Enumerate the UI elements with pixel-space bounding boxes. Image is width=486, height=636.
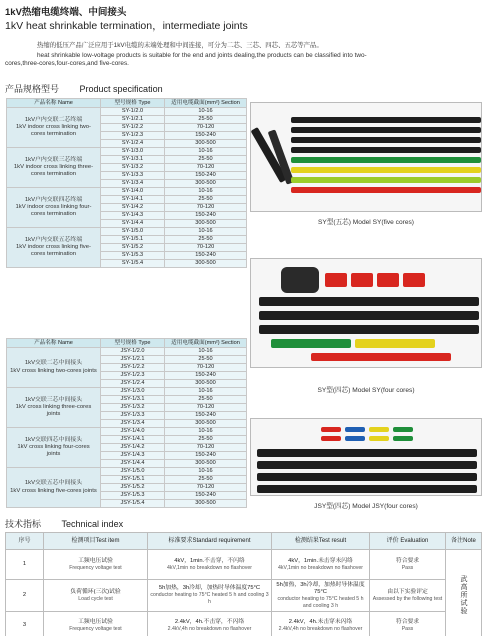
section-cell: 150-240: [165, 252, 247, 260]
tech-eval: [370, 612, 446, 636]
section-cell: 300-500: [165, 260, 247, 268]
model-cell: SY-1/5.4: [101, 260, 165, 268]
tech-result: [272, 612, 370, 636]
title-zh: 1kV热缩电缆终端、中间接头: [5, 7, 127, 18]
black-tube-image: [259, 311, 479, 320]
red-sleeve-image: [321, 436, 341, 441]
green-tube-image: [271, 339, 351, 348]
jsy-spec-table: [6, 338, 247, 508]
title-en: 1kV heat shrinkable termination，intermediate joints: [5, 20, 248, 32]
table-row: [7, 428, 247, 436]
model-cell: SY-1/3.0: [101, 148, 165, 156]
section-cell: 300-500: [165, 420, 247, 428]
product-name-en: 1kV cross linking two-cores joints: [10, 367, 97, 374]
yellow-sleeve-image: [369, 436, 389, 441]
req-en: 2.4kV,4h no breakdown no flashover: [167, 625, 252, 632]
model-cell: JSY-1/2.3: [101, 372, 165, 380]
section-cell: 25-50: [165, 116, 247, 124]
section-cell: 25-50: [165, 356, 247, 364]
model-cell: SY-1/3.4: [101, 180, 165, 188]
model-cell: JSY-1/4.3: [101, 452, 165, 460]
tech-section-en: Technical index: [61, 519, 124, 529]
model-cell: JSY-1/4.1: [101, 436, 165, 444]
product-name-en: 1kV indoor cross linking five-cores termination: [16, 243, 91, 258]
table-row: [7, 388, 247, 396]
product-name-zh: 1kV交联二芯中间接头: [24, 360, 83, 367]
breakout-boot-image: [281, 267, 319, 293]
sy-spec-table: [6, 98, 247, 268]
section-cell: 10-16: [165, 148, 247, 156]
product-name-zh: 1kV户内交联二芯终端: [24, 116, 83, 123]
tech-result: [272, 580, 370, 612]
item-en: Frequency voltage test: [69, 564, 122, 571]
section-cell: 70-120: [165, 204, 247, 212]
res-en: 4kV,1min no breakdown no flashover: [278, 564, 363, 571]
section-cell: 300-500: [165, 180, 247, 188]
section-cell: 70-120: [165, 484, 247, 492]
tech-index-table: [5, 532, 482, 636]
caption-jsy-four: JSY型(四芯) Model JSY(four cores): [314, 503, 418, 510]
table-row: [6, 550, 482, 580]
table-row: [6, 580, 482, 612]
section-cell: 300-500: [165, 380, 247, 388]
section-cell: 25-50: [165, 396, 247, 404]
green-sleeve-image: [393, 436, 413, 441]
tech-req: [148, 580, 272, 612]
tech-header-note: 备注Note: [446, 533, 482, 550]
model-cell: JSY-1/4.4: [101, 460, 165, 468]
model-cell: SY-1/2.2: [101, 124, 165, 132]
model-cell: JSY-1/5.3: [101, 492, 165, 500]
black-tube-image: [291, 117, 481, 123]
section-cell: 300-500: [165, 140, 247, 148]
blue-sleeve-image: [345, 427, 365, 432]
blue-sleeve-image: [345, 436, 365, 441]
section-cell: 70-120: [165, 164, 247, 172]
intro-en-line1: heat shrinkable low-voltage products is suitable for the end and joints dealing,the products can be classified into two-: [37, 52, 367, 59]
model-cell: SY-1/5.2: [101, 244, 165, 252]
model-cell: JSY-1/5.1: [101, 476, 165, 484]
section-cell: 25-50: [165, 436, 247, 444]
product-name-cell: [7, 228, 101, 268]
product-name-zh: 1kV户内交联四芯终端: [24, 196, 83, 203]
spec-section-title: [5, 82, 163, 95]
spec-section-en: Product specification: [79, 84, 163, 94]
model-cell: SY-1/5.3: [101, 252, 165, 260]
black-tube-image: [259, 297, 479, 306]
product-name-en: 1kV indoor cross linking four-cores termination: [15, 203, 92, 218]
section-cell: 25-50: [165, 476, 247, 484]
model-cell: SY-1/3.3: [101, 172, 165, 180]
tech-section-zh: 技术指标: [5, 519, 42, 529]
product-name-zh: 1kV户内交联五芯终端: [24, 236, 83, 243]
tech-header-req: 标准要求Standard requirement: [148, 533, 272, 550]
model-cell: SY-1/4.2: [101, 204, 165, 212]
tech-header-eval: 评价 Evaluation: [370, 533, 446, 550]
model-cell: JSY-1/2.1: [101, 356, 165, 364]
yellow-tube-image: [291, 167, 481, 173]
intro-en-line2: cores,three-cores,four-cores,and five-cores.: [5, 60, 129, 67]
item-zh: 负荷循环(三次)试验: [70, 588, 121, 595]
eval-en: Pass: [401, 625, 414, 632]
section-cell: 25-50: [165, 156, 247, 164]
model-cell: JSY-1/3.1: [101, 396, 165, 404]
res-zh: 2.4kV，4h.未击穿未闪络: [288, 618, 353, 625]
tech-req: [148, 612, 272, 636]
product-name-cell: [7, 468, 101, 508]
red-cap-image: [377, 273, 399, 287]
col-header-section: 适用电缆截面(mm²) Section: [165, 339, 247, 348]
eval-en: Pass: [401, 564, 414, 571]
tech-result: [272, 550, 370, 580]
red-cap-image: [351, 273, 373, 287]
eval-zh: 符合要求: [395, 557, 420, 564]
tech-header-item: 检测项目Test item: [44, 533, 148, 550]
red-tube-image: [291, 187, 481, 193]
model-cell: SY-1/4.4: [101, 220, 165, 228]
item-en: Frequency voltage test: [69, 625, 122, 632]
section-cell: 10-16: [165, 348, 247, 356]
section-cell: 300-500: [165, 460, 247, 468]
product-name-en: 1kV indoor cross linking two-cores termination: [16, 123, 91, 138]
black-tube-image: [257, 449, 477, 457]
table-row: [7, 148, 247, 156]
caption-sy-four: SY型(四芯) Model SY(four cores): [317, 387, 415, 394]
section-cell: 10-16: [165, 388, 247, 396]
section-cell: 150-240: [165, 452, 247, 460]
model-cell: JSY-1/4.2: [101, 444, 165, 452]
product-name-cell: [7, 188, 101, 228]
yellow-tube-image: [355, 339, 435, 348]
product-name-cell: [7, 388, 101, 428]
model-cell: SY-1/4.1: [101, 196, 165, 204]
model-cell: SY-1/2.1: [101, 116, 165, 124]
item-zh: 工频电压试验: [78, 557, 113, 564]
req-zh: 4kV，1min.不击穿，不闪络: [174, 557, 245, 564]
red-cap-image: [325, 273, 347, 287]
req-zh: 2.4kV，4h.不击穿，不闪络: [174, 618, 245, 625]
product-name-en: 1kV cross linking five-cores joints: [10, 487, 97, 494]
col-header-name: 产品名称 Name: [7, 339, 101, 348]
section-cell: 10-16: [165, 108, 247, 116]
section-cell: 70-120: [165, 124, 247, 132]
tech-eval: [370, 550, 446, 580]
table-row: [7, 348, 247, 356]
lime-tube-image: [291, 177, 481, 183]
model-cell: SY-1/5.0: [101, 228, 165, 236]
section-cell: 150-240: [165, 172, 247, 180]
photo-jsy-four-cores: [250, 418, 482, 496]
section-cell: 150-240: [165, 212, 247, 220]
black-tube-image: [257, 485, 477, 493]
model-cell: JSY-1/5.0: [101, 468, 165, 476]
section-cell: 70-120: [165, 244, 247, 252]
product-name-zh: 1kV交联五芯中间接头: [24, 480, 83, 487]
black-tube-image: [291, 127, 481, 133]
model-cell: SY-1/2.0: [101, 108, 165, 116]
table-row: [7, 108, 247, 116]
col-header-model: 型号规格 Type: [101, 99, 165, 108]
product-name-en: 1kV cross linking three-cores joints: [15, 403, 92, 418]
green-sleeve-image: [393, 427, 413, 432]
section-cell: 10-16: [165, 468, 247, 476]
tech-eval: [370, 580, 446, 612]
product-name-zh: 1kV交联四芯中间接头: [24, 436, 83, 443]
table-row: [7, 188, 247, 196]
model-cell: SY-1/2.3: [101, 132, 165, 140]
model-cell: SY-1/2.4: [101, 140, 165, 148]
section-cell: 150-240: [165, 372, 247, 380]
product-name-cell: [7, 348, 101, 388]
item-en: Load cycle test: [78, 595, 113, 602]
green-tube-image: [291, 157, 481, 163]
model-cell: JSY-1/3.0: [101, 388, 165, 396]
tech-header-result: 检测结果Test result: [272, 533, 370, 550]
section-cell: 150-240: [165, 412, 247, 420]
photo-sy-five-cores: [250, 102, 482, 212]
section-cell: 150-240: [165, 132, 247, 140]
model-cell: JSY-1/2.0: [101, 348, 165, 356]
black-tube-image: [291, 137, 481, 143]
section-cell: 70-120: [165, 404, 247, 412]
section-cell: 300-500: [165, 220, 247, 228]
section-cell: 10-16: [165, 188, 247, 196]
black-tube-image: [291, 147, 481, 153]
spec-section-zh: 产品规格型号: [5, 84, 60, 94]
req-en: 4kV,1min no breakdown no flashover: [167, 564, 252, 571]
tech-no: 1: [6, 550, 44, 580]
model-cell: JSY-1/3.2: [101, 404, 165, 412]
col-header-name: 产品名称 Name: [7, 99, 101, 108]
model-cell: JSY-1/3.4: [101, 420, 165, 428]
res-zh: 4kV，1min.未击穿未闪络: [288, 557, 353, 564]
req-en: conductor heating to 75°C heated 5 h and cooling 3 h: [150, 592, 269, 605]
model-cell: SY-1/3.1: [101, 156, 165, 164]
product-name-zh: 1kV交联三芯中间接头: [24, 396, 83, 403]
caption-sy-five: SY型(五芯) Model SY(five cores): [318, 219, 414, 226]
tech-item: [44, 580, 148, 612]
product-name-en: 1kV indoor cross linking three-cores termination: [13, 163, 94, 178]
section-cell: 70-120: [165, 444, 247, 452]
model-cell: JSY-1/5.4: [101, 500, 165, 508]
tech-note: 武高所试验: [446, 550, 482, 636]
section-cell: 70-120: [165, 364, 247, 372]
product-name-cell: [7, 428, 101, 468]
eval-zh: 符合要求: [395, 618, 420, 625]
req-zh: 5h加热，3h冷却，加热时导体温度75°C: [158, 585, 261, 591]
res-en: conductor heating to 75°C heated 5 h and cooling 3 h: [277, 595, 364, 609]
model-cell: SY-1/3.2: [101, 164, 165, 172]
model-cell: SY-1/4.0: [101, 188, 165, 196]
res-en: 2.4kV,4h no breakdown no flashover: [278, 625, 363, 632]
tech-header-no: 序号: [6, 533, 44, 550]
section-cell: 10-16: [165, 428, 247, 436]
table-row: [7, 468, 247, 476]
model-cell: SY-1/4.3: [101, 212, 165, 220]
red-cap-image: [403, 273, 425, 287]
item-zh: 工频电压试验: [78, 618, 113, 625]
product-name-zh: 1kV户内交联三芯终端: [24, 156, 83, 163]
product-name-cell: [7, 148, 101, 188]
tech-section-title: [5, 517, 123, 530]
table-row: [6, 612, 482, 636]
col-header-model: 型号规格 Type: [101, 339, 165, 348]
section-cell: 25-50: [165, 196, 247, 204]
table-row: [7, 228, 247, 236]
section-cell: 25-50: [165, 236, 247, 244]
eval-en: Assessed by the following test: [372, 595, 443, 602]
tech-no: 2: [6, 580, 44, 612]
col-header-section: 适用电缆截面(mm²) Section: [165, 99, 247, 108]
intro-zh: 热缩的低压产品广泛应用于1kV电缆的末端处理和中间连接，可分为二芯、三芯、四芯、五芯等产品。: [37, 42, 323, 49]
product-name-en: 1kV cross linking four-cores joints: [17, 443, 90, 458]
section-cell: 300-500: [165, 500, 247, 508]
yellow-sleeve-image: [369, 427, 389, 432]
res-zh: 5h加热，3h冷却，加热时导体温度75°C: [276, 581, 365, 595]
tech-req: [148, 550, 272, 580]
black-tube-image: [259, 325, 479, 334]
section-cell: 150-240: [165, 492, 247, 500]
black-tube-image: [257, 461, 477, 469]
model-cell: JSY-1/3.3: [101, 412, 165, 420]
red-tube-image: [311, 353, 451, 361]
model-cell: JSY-1/5.2: [101, 484, 165, 492]
eval-zh: 由以下实验评定: [387, 588, 428, 595]
product-name-cell: [7, 108, 101, 148]
model-cell: JSY-1/4.0: [101, 428, 165, 436]
model-cell: JSY-1/2.2: [101, 364, 165, 372]
photo-sy-four-cores: [250, 258, 482, 368]
model-cell: SY-1/5.1: [101, 236, 165, 244]
section-cell: 10-16: [165, 228, 247, 236]
tech-item: [44, 550, 148, 580]
model-cell: JSY-1/2.4: [101, 380, 165, 388]
tech-item: [44, 612, 148, 636]
black-tube-image: [257, 473, 477, 481]
tech-no: 3: [6, 612, 44, 636]
red-sleeve-image: [321, 427, 341, 432]
